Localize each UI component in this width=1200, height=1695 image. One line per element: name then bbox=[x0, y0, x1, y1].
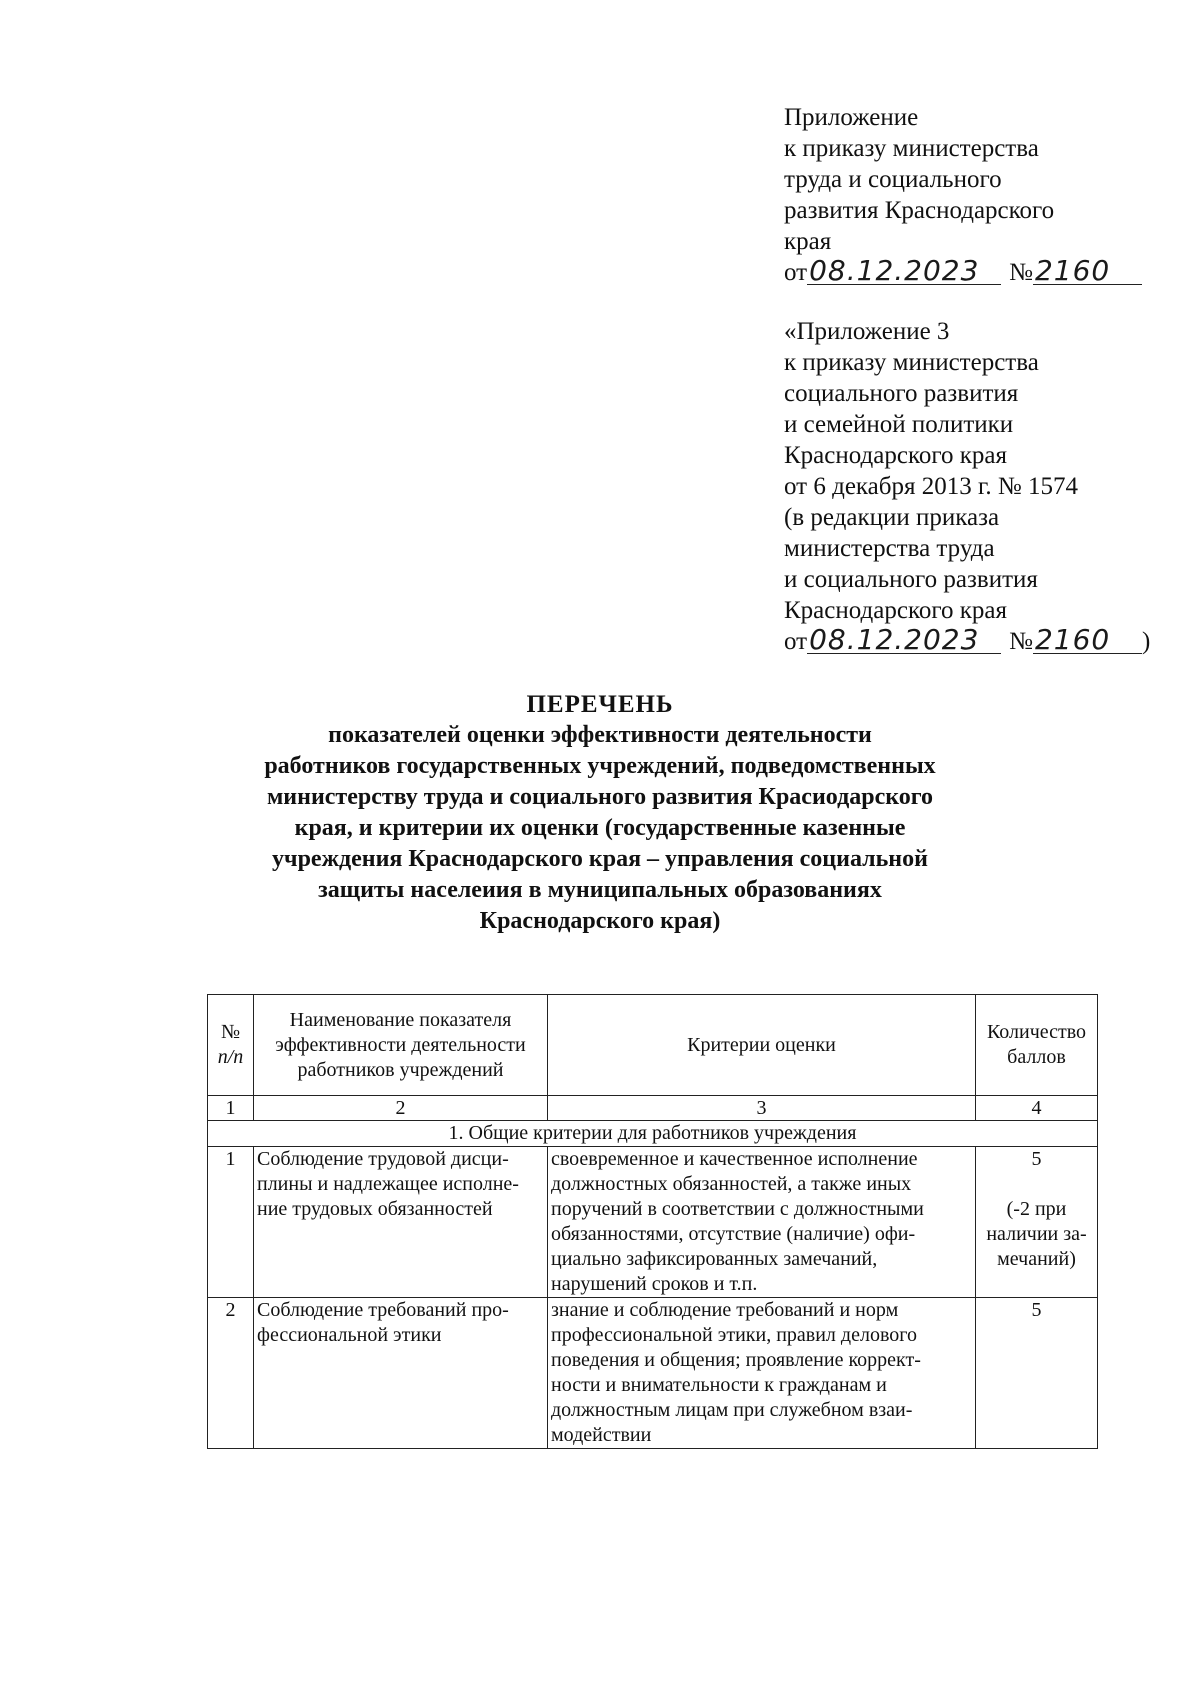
title-line: работников государственных учреждений, подведомственных bbox=[264, 753, 936, 779]
appendix-line: «Приложение 3 bbox=[784, 318, 950, 345]
table-row bbox=[208, 1147, 1098, 1298]
criteria-table bbox=[207, 994, 1098, 1449]
number-prefix: № bbox=[1009, 259, 1033, 286]
header-points-line: баллов bbox=[1007, 1046, 1066, 1068]
appendix-date-number-line bbox=[784, 254, 1164, 288]
handwritten-date: 08.12.2023 bbox=[807, 258, 1001, 285]
row-criteria-line: поручений в соответствии с должностными bbox=[551, 1198, 924, 1220]
number-prefix: № bbox=[1009, 628, 1033, 655]
document-title bbox=[0, 690, 1200, 937]
appendix-line: социального развития bbox=[784, 380, 1019, 407]
row-points-value: 5 bbox=[1031, 1148, 1042, 1170]
appendix-header-2 bbox=[784, 316, 1164, 657]
row-num: 2 bbox=[208, 1298, 254, 1449]
column-number: 4 bbox=[976, 1096, 1098, 1121]
appendix-line: края bbox=[784, 228, 832, 255]
appendix-line: к приказу министерства bbox=[784, 135, 1039, 162]
header-criteria: Критерии оценки bbox=[548, 995, 976, 1096]
handwritten-number: 2160 bbox=[1033, 627, 1142, 654]
section-title: 1. Общие критерии для работников учреждения bbox=[208, 1121, 1098, 1147]
row-criteria-line: должностных обязанностей, а также иных bbox=[551, 1173, 912, 1195]
header-num-line: № bbox=[220, 1021, 241, 1043]
row-name bbox=[254, 1147, 548, 1298]
appendix-line: и социального развития bbox=[784, 566, 1038, 593]
header-num bbox=[208, 995, 254, 1096]
row-name bbox=[254, 1298, 548, 1449]
table-row bbox=[208, 1298, 1098, 1449]
header-points-line: Количество bbox=[986, 1021, 1087, 1043]
header-name-line: эффективности деятельности bbox=[275, 1033, 526, 1056]
row-criteria-line: поведения и общения; проявление коррект- bbox=[551, 1349, 921, 1371]
row-criteria bbox=[548, 1298, 976, 1449]
appendix-line: Краснодарского края bbox=[784, 442, 1007, 469]
column-number: 2 bbox=[254, 1096, 548, 1121]
row-criteria-line: циально зафиксированных замечаний, bbox=[551, 1248, 878, 1270]
row-points-note: (-2 при bbox=[1006, 1198, 1067, 1220]
date-prefix: от bbox=[784, 259, 808, 286]
closing-paren: ) bbox=[1141, 628, 1151, 655]
title-line: Краснодарского края) bbox=[479, 908, 721, 934]
row-criteria-line: ности и внимательности к гражданам и bbox=[551, 1374, 887, 1396]
row-name-line: ние трудовых обязанностей bbox=[257, 1198, 493, 1220]
column-number-row bbox=[208, 1096, 1098, 1121]
title-line: края, и критерии их оценки (государственные казенные bbox=[294, 815, 906, 841]
row-points bbox=[976, 1147, 1098, 1298]
header-num-line: п/п bbox=[217, 1046, 244, 1068]
row-criteria-line: нарушений сроков и т.п. bbox=[551, 1273, 758, 1295]
appendix-line: от 6 декабря 2013 г. № 1574 bbox=[784, 473, 1079, 500]
appendix-date-number-line bbox=[784, 623, 1164, 657]
title-line: защиты населеиия в муниципальных образованиях bbox=[318, 877, 882, 903]
appendix-line: (в редакции приказа bbox=[784, 504, 1000, 531]
appendix-line: министерства труда bbox=[784, 535, 995, 562]
row-criteria-line: знание и соблюдение требований и норм bbox=[551, 1299, 899, 1321]
row-criteria-line: обязанностями, отсутствие (наличие) офи- bbox=[551, 1223, 916, 1245]
appendix-line: Краснодарского края bbox=[784, 597, 1007, 624]
header-points bbox=[976, 995, 1098, 1096]
row-num: 1 bbox=[208, 1147, 254, 1298]
appendix-header-1 bbox=[784, 102, 1164, 288]
row-name-line: фессиональной этики bbox=[257, 1324, 442, 1346]
row-name-line: Соблюдение трудовой дисци- bbox=[257, 1148, 509, 1170]
row-points-note: наличии за- bbox=[986, 1223, 1087, 1245]
appendix-line: развития Краснодарского bbox=[784, 197, 1055, 224]
header-name-line: работников учреждений bbox=[297, 1058, 504, 1081]
appendix-line: Приложение bbox=[784, 104, 919, 131]
title-line: министерству труда и социального развития Красиодарского bbox=[266, 784, 934, 810]
row-criteria-line: своевременное и качественное исполнение bbox=[551, 1148, 918, 1170]
column-number: 3 bbox=[548, 1096, 976, 1121]
title-line: учреждения Краснодарского края – управления социальной bbox=[272, 846, 928, 872]
row-name-line: Соблюдение требований про- bbox=[257, 1299, 509, 1321]
handwritten-date: 08.12.2023 bbox=[807, 627, 1001, 654]
title-line: показателей оценки эффективности деятельности bbox=[328, 722, 872, 748]
title-main: ПЕРЕЧЕНЬ bbox=[526, 691, 674, 718]
appendix-line: труда и социального bbox=[784, 166, 1002, 193]
row-criteria bbox=[548, 1147, 976, 1298]
row-points-note: мечаний) bbox=[997, 1248, 1076, 1270]
header-name bbox=[254, 995, 548, 1096]
section-row bbox=[208, 1121, 1098, 1147]
row-points-value: 5 bbox=[1031, 1299, 1042, 1321]
row-criteria-line: должностным лицам при служебном взаи- bbox=[551, 1399, 913, 1421]
column-number: 1 bbox=[208, 1096, 254, 1121]
handwritten-number: 2160 bbox=[1033, 258, 1142, 285]
row-name-line: плины и надлежащее исполне- bbox=[257, 1173, 519, 1195]
appendix-line: к приказу министерства bbox=[784, 349, 1039, 376]
appendix-line: и семейной политики bbox=[784, 411, 1014, 438]
row-points bbox=[976, 1298, 1098, 1449]
row-criteria-line: модействии bbox=[551, 1424, 652, 1446]
row-criteria-line: профессиональной этики, правил делового bbox=[551, 1324, 917, 1346]
table-header-row bbox=[208, 995, 1098, 1096]
header-name-line: Наименование показателя bbox=[289, 1008, 512, 1031]
date-prefix: от bbox=[784, 628, 808, 655]
